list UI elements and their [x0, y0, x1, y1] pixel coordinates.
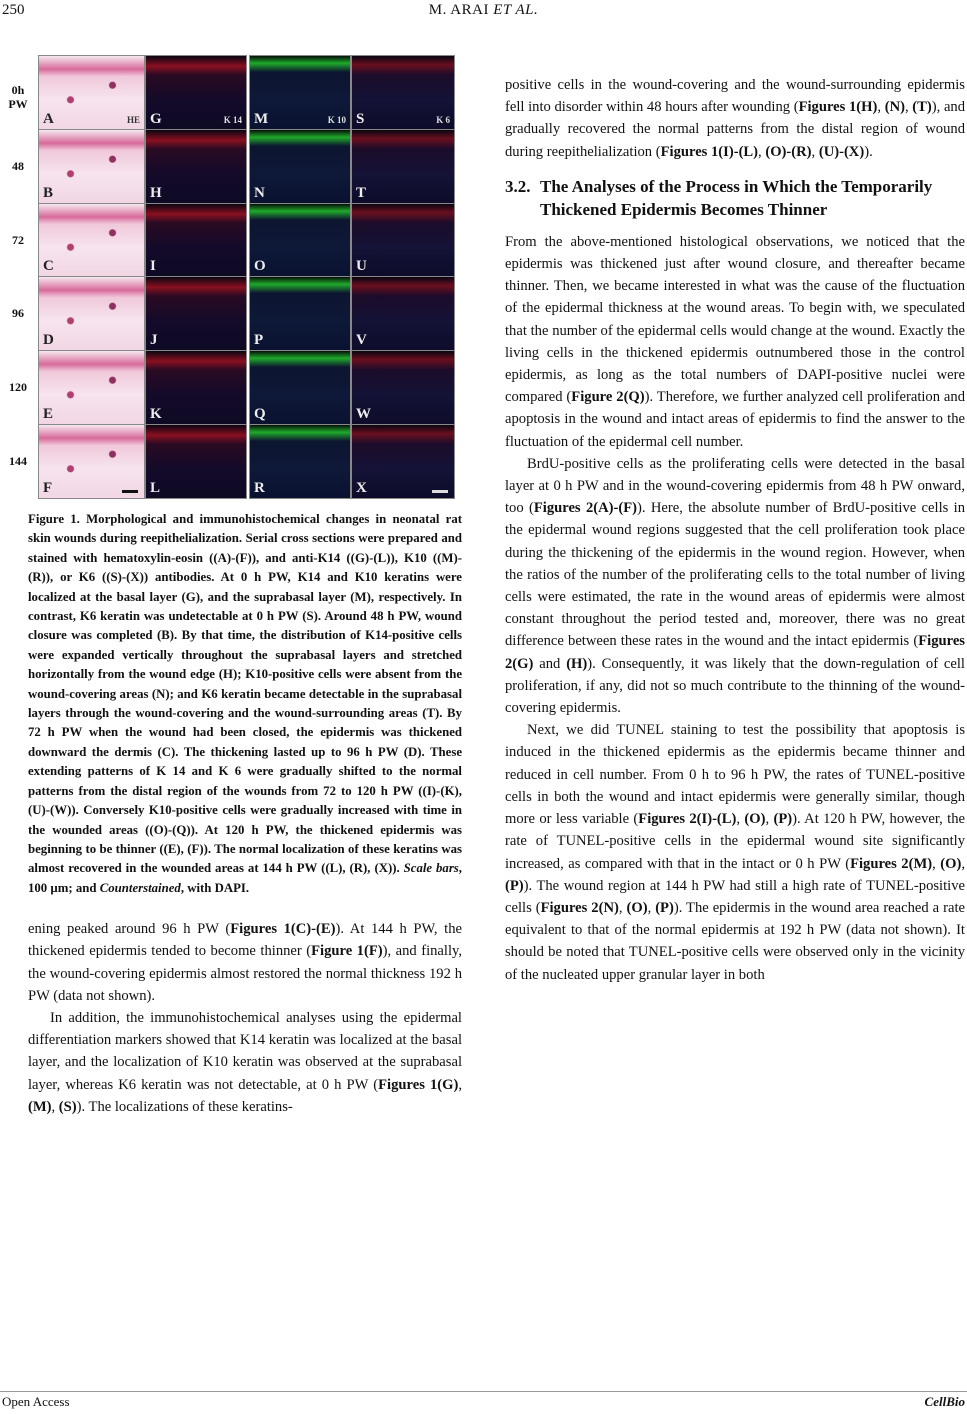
- text-run: ,: [618, 899, 627, 916]
- row-label-time: 72: [12, 232, 24, 247]
- panel-label: A: [43, 110, 54, 127]
- stain-marker-label: HE: [126, 114, 140, 125]
- paragraph: [28, 918, 462, 1007]
- panel-label: K: [150, 405, 162, 422]
- micrograph-panel: [38, 55, 145, 130]
- micrograph-panel: [38, 203, 145, 278]
- panel-label: X: [356, 479, 367, 496]
- panel-label: Q: [254, 405, 266, 422]
- text-run: ). The epidermis in the wound area reached a rate equivalent to that of the normal epidermis at 192 h PW (data not shown). It should be noted that TUNEL-positive cells were observed only in the vicinity of the nucleated upper granular layer in both: [505, 899, 965, 983]
- figure-reference: Figures 2(I)-(L): [638, 811, 737, 828]
- figure-reference: (N): [884, 99, 905, 116]
- text-run: ).: [864, 143, 873, 160]
- micrograph-panel: [351, 55, 455, 130]
- panel-label: F: [43, 479, 53, 496]
- figure-reference: (M): [28, 1098, 52, 1115]
- panel-label: C: [43, 258, 54, 275]
- text-run: ). Consequently, it was likely that the down-regulation of cell proliferation, if any, did not so much contribute to the thinning of the wound-covering epidermis.: [505, 655, 965, 717]
- running-head-authors: M. ARAI: [428, 2, 489, 18]
- row-label-time: 120: [9, 380, 27, 395]
- row-label-time: 144: [9, 454, 27, 468]
- paragraph: [505, 453, 965, 719]
- micrograph-panel: [145, 129, 247, 204]
- text-run: BrdU-positive cells as the proliferating cells were detected in the basal layer at 0 h PW and in the wound-covering epidermis from 48 h PW onward, too (: [505, 455, 965, 517]
- micrograph-panel: [38, 276, 145, 351]
- figure-reference: Figures 1(C)-(E): [230, 921, 336, 938]
- left-column: [28, 918, 462, 1118]
- running-head-etal: ET AL.: [493, 2, 539, 18]
- figure-1-caption: [28, 510, 462, 898]
- panel-label: H: [150, 184, 162, 201]
- text-run: ,: [877, 99, 885, 116]
- paragraph: [505, 719, 965, 985]
- figure-reference: (O): [940, 855, 962, 872]
- text-run: ,: [647, 899, 656, 916]
- text-run: Next, we did TUNEL staining to test the possibility that apoptosis is induced in the thickened epidermis as the epidermis became thinner and reduced in cell number. From 0 h to 96 h PW, the rates of TUNEL-positive cells in both the wound and intact epidermis were generally similar, though more or less variable (: [505, 722, 965, 828]
- footer-rule: [0, 1391, 967, 1392]
- figure-reference: (S): [58, 1098, 77, 1115]
- figure-reference: Figures 1(I)-(L): [660, 143, 759, 160]
- panel-label: N: [254, 184, 265, 201]
- text-run: ,: [904, 99, 913, 116]
- figure-reference: (T): [912, 99, 932, 116]
- panel-label: B: [43, 184, 54, 201]
- row-label-time: 0h PW: [8, 83, 28, 111]
- micrograph-panel: [351, 203, 455, 278]
- text-run: Scale bars: [403, 861, 459, 876]
- row-label-time: 96: [12, 306, 24, 321]
- section-number: 3.2.: [505, 176, 531, 196]
- micrograph-panel: [351, 276, 455, 351]
- micrograph-panel: [38, 424, 145, 499]
- text-run: From the above-mentioned histological observations, we noticed that the epidermis was thickened just after wound closure, and thereafter became thinner. Then, we became interested in what was the cause of the fluctuation of the epidermal thickness at the wound areas. To begin with, we speculated that the number of the epidermal cells would change at the wound. Exactly the living cells in the thickened epidermis outnumbered those in the control epidermis, as long as the total numbers of DAPI-positive nuclei were compared (: [505, 233, 965, 406]
- panel-label: I: [150, 258, 156, 275]
- panel-label: P: [254, 332, 264, 349]
- figure-reference: Figures 1(G): [378, 1076, 459, 1093]
- panel-label: M: [254, 110, 269, 127]
- left-column-flow: [28, 510, 462, 1388]
- panel-label: S: [356, 110, 365, 127]
- panel-label: T: [356, 184, 367, 201]
- text-run: , with DAPI.: [180, 880, 250, 895]
- micrograph-panel: [249, 276, 351, 351]
- section-title: The Analyses of the Process in Which the Temporarily Thickened Epidermis Becomes Thinner: [540, 176, 933, 219]
- figure-reference: Figure 1(F): [311, 943, 383, 960]
- scale-bar: [122, 490, 138, 493]
- figure-reference: (P): [773, 811, 793, 828]
- panel-label: U: [356, 258, 367, 275]
- text-run: ). At 120 h PW, however, the rate of TUNEL-positive cells in the epidermal wound site significantly increased, as compared with that in the intact or 0 h PW (: [505, 811, 965, 872]
- figure-reference: (O): [626, 899, 648, 916]
- text-run: In addition, the immunohistochemical analyses using the epidermal differentiation markers showed that K14 keratin was localized at the basal layer, and the localization of K10 keratin was observed at the suprabasal layer, whereas K6 keratin was not detectable, at 0 h PW (: [28, 1009, 462, 1093]
- text-run: ,: [932, 855, 941, 872]
- figure-reference: Figures 2(N): [540, 899, 619, 916]
- footer: [0, 1391, 967, 1413]
- micrograph-panel: [145, 424, 247, 499]
- micrograph-panel: [145, 203, 247, 278]
- micrograph-panel: [351, 350, 455, 425]
- figure-1: [8, 55, 455, 498]
- panel-label: V: [356, 332, 367, 349]
- micrograph-panel: [249, 424, 351, 499]
- text-run: , 100 µm; and: [28, 861, 462, 895]
- text-run: ). Therefore, we further analyzed cell proliferation and apoptosis in the wound and intact areas of epidermis to find the answer to the fluctuation of the epidermal cell number.: [505, 389, 965, 450]
- panel-label: D: [43, 332, 54, 349]
- scale-bar: [432, 490, 448, 493]
- text-run: ening peaked around 96 h PW (: [28, 921, 231, 938]
- panel-label: L: [150, 479, 161, 496]
- figure-reference: Figures 2(M): [850, 855, 933, 872]
- micrograph-panel: [38, 350, 145, 425]
- text-run: Counterstained: [99, 880, 181, 895]
- text-run: ), and gradually recovered the normal patterns from the distal region of wound during reepithelialization (: [505, 99, 965, 160]
- text-run: ,: [961, 855, 965, 872]
- panel-label: G: [150, 110, 162, 127]
- text-run: ,: [765, 811, 774, 828]
- right-paragraphs: [505, 231, 965, 986]
- text-run: ). The localizations of these keratins-: [76, 1098, 293, 1115]
- text-run: positive cells in the wound-covering and the wound-surrounding epidermis fell into disorder within 48 hours after wounding (: [505, 77, 965, 116]
- panel-label: E: [43, 405, 54, 422]
- text-run: ). The wound region at 144 h PW had still a high rate of TUNEL-positive cells (: [505, 877, 965, 916]
- text-run: and: [533, 655, 567, 672]
- stain-marker-label: K 6: [436, 114, 450, 125]
- paragraph: [505, 74, 965, 163]
- figure-reference: (O): [744, 811, 766, 828]
- running-head: [0, 2, 967, 19]
- figure-reference: (P): [505, 877, 524, 894]
- panel-label: R: [254, 479, 265, 496]
- panel-label: W: [356, 405, 371, 422]
- micrograph-panel: [249, 350, 351, 425]
- micrograph-panel: [351, 424, 455, 499]
- text-run: Figure 1. Morphological and immunohistochemical changes in neonatal rat skin wounds during reepithelialization. Serial cross sections were prepared and stained with hematoxylin-eosin ((A)-(F)), and anti-K14 ((G)-(L)), K10 ((M)-(R)), or K6 ((S)-(X)) antibodies. At 0 h PW, K14 and K10 keratins were localized at the basal layer (G), and the suprabasal layer (M), respectively. In contrast, K6 keratin was undetectable at 0 h PW (S). Around 48 h PW, wound closure was completed (B). By that time, the distribution of K14-positive cells were expanded vertically throughout the suprabasal layers and stretched horizontally from the wound edge (H); K10-positive cells were absent from the wound-covering areas (N); and K6 keratin became detectable in the suprabasal layers through the wound-covering and the wound-surrounding areas (T). By 72 h PW when the wound had been closed, the epidermis was thickened downward the dermis (C). The thickening lasted up to 96 h PW (D). These extending patterns of K 14 and K 6 were gradually shifted to the normal patterns from the distal region of the wounds from 72 to 120 h PW ((I)-(K), (U)-(W)). Conversely K10-positive cells were gradually increased with time in the wounded areas ((O)-(Q)). At 120 h PW, the thickened epidermis was beginning to be thinner ((E), (F)). The normal localization of these keratins was almost recovered in the wounded areas at 144 h PW ((L), (R), (X)).: [28, 512, 462, 876]
- journal-name: CellBio: [924, 1394, 965, 1409]
- text-run: ,: [458, 1076, 462, 1093]
- figure-reference: (O)-(R): [765, 143, 812, 160]
- micrograph-panel: [145, 350, 247, 425]
- figure-reference: (P): [655, 899, 674, 916]
- panel-label: O: [254, 258, 266, 275]
- micrograph-panel: [145, 55, 247, 130]
- page-number: 250: [2, 2, 25, 18]
- text-run: ,: [811, 143, 819, 160]
- figure-reference: Figures 2(A)-(F): [533, 500, 637, 517]
- text-run: ). At 144 h PW, the thickened epidermis tended to become thinner (: [28, 921, 462, 960]
- micrograph-panel: [249, 55, 351, 130]
- micrograph-panel: [38, 129, 145, 204]
- micrograph-panel: [145, 276, 247, 351]
- section-heading: [505, 175, 965, 221]
- micrograph-panel: [249, 129, 351, 204]
- row-label-time: 48: [12, 158, 24, 173]
- paragraph: [505, 231, 965, 453]
- text-run: ). Here, the absolute number of BrdU-positive cells in the epidermal wound regions suggested that the cell proliferation took place during the thickening of the epidermis in the wound region. However, when the ratios of the number of the proliferating cells to the total number of living cells were estimated, the rate in the wound areas of epidermis were almost constant throughout the period tested and, moreover, there was no great difference between these rates in the wound and the intact epidermis (: [505, 500, 965, 650]
- stain-marker-label: K 10: [327, 114, 346, 125]
- stain-marker-label: K 14: [223, 114, 242, 125]
- figure-reference: (U)-(X): [818, 143, 865, 160]
- text-run: ), and finally, the wound-covering epidermis almost restored the normal thickness 192 h PW (data not shown).: [28, 943, 462, 1004]
- text-run: ,: [758, 143, 766, 160]
- text-run: ,: [736, 811, 745, 828]
- text-run: ,: [51, 1098, 59, 1115]
- figure-reference: Figure 2(Q): [571, 389, 645, 406]
- open-access-label: Open Access: [2, 1394, 70, 1409]
- paragraph: [28, 1007, 462, 1118]
- micrograph-panel: [249, 203, 351, 278]
- figure-reference: Figures 1(H): [798, 99, 878, 116]
- figure-reference: Figures 2(G): [505, 633, 965, 672]
- micrograph-panel: [351, 129, 455, 204]
- figure-reference: (H): [566, 655, 588, 672]
- panel-label: J: [150, 332, 158, 349]
- right-column: [505, 74, 965, 1388]
